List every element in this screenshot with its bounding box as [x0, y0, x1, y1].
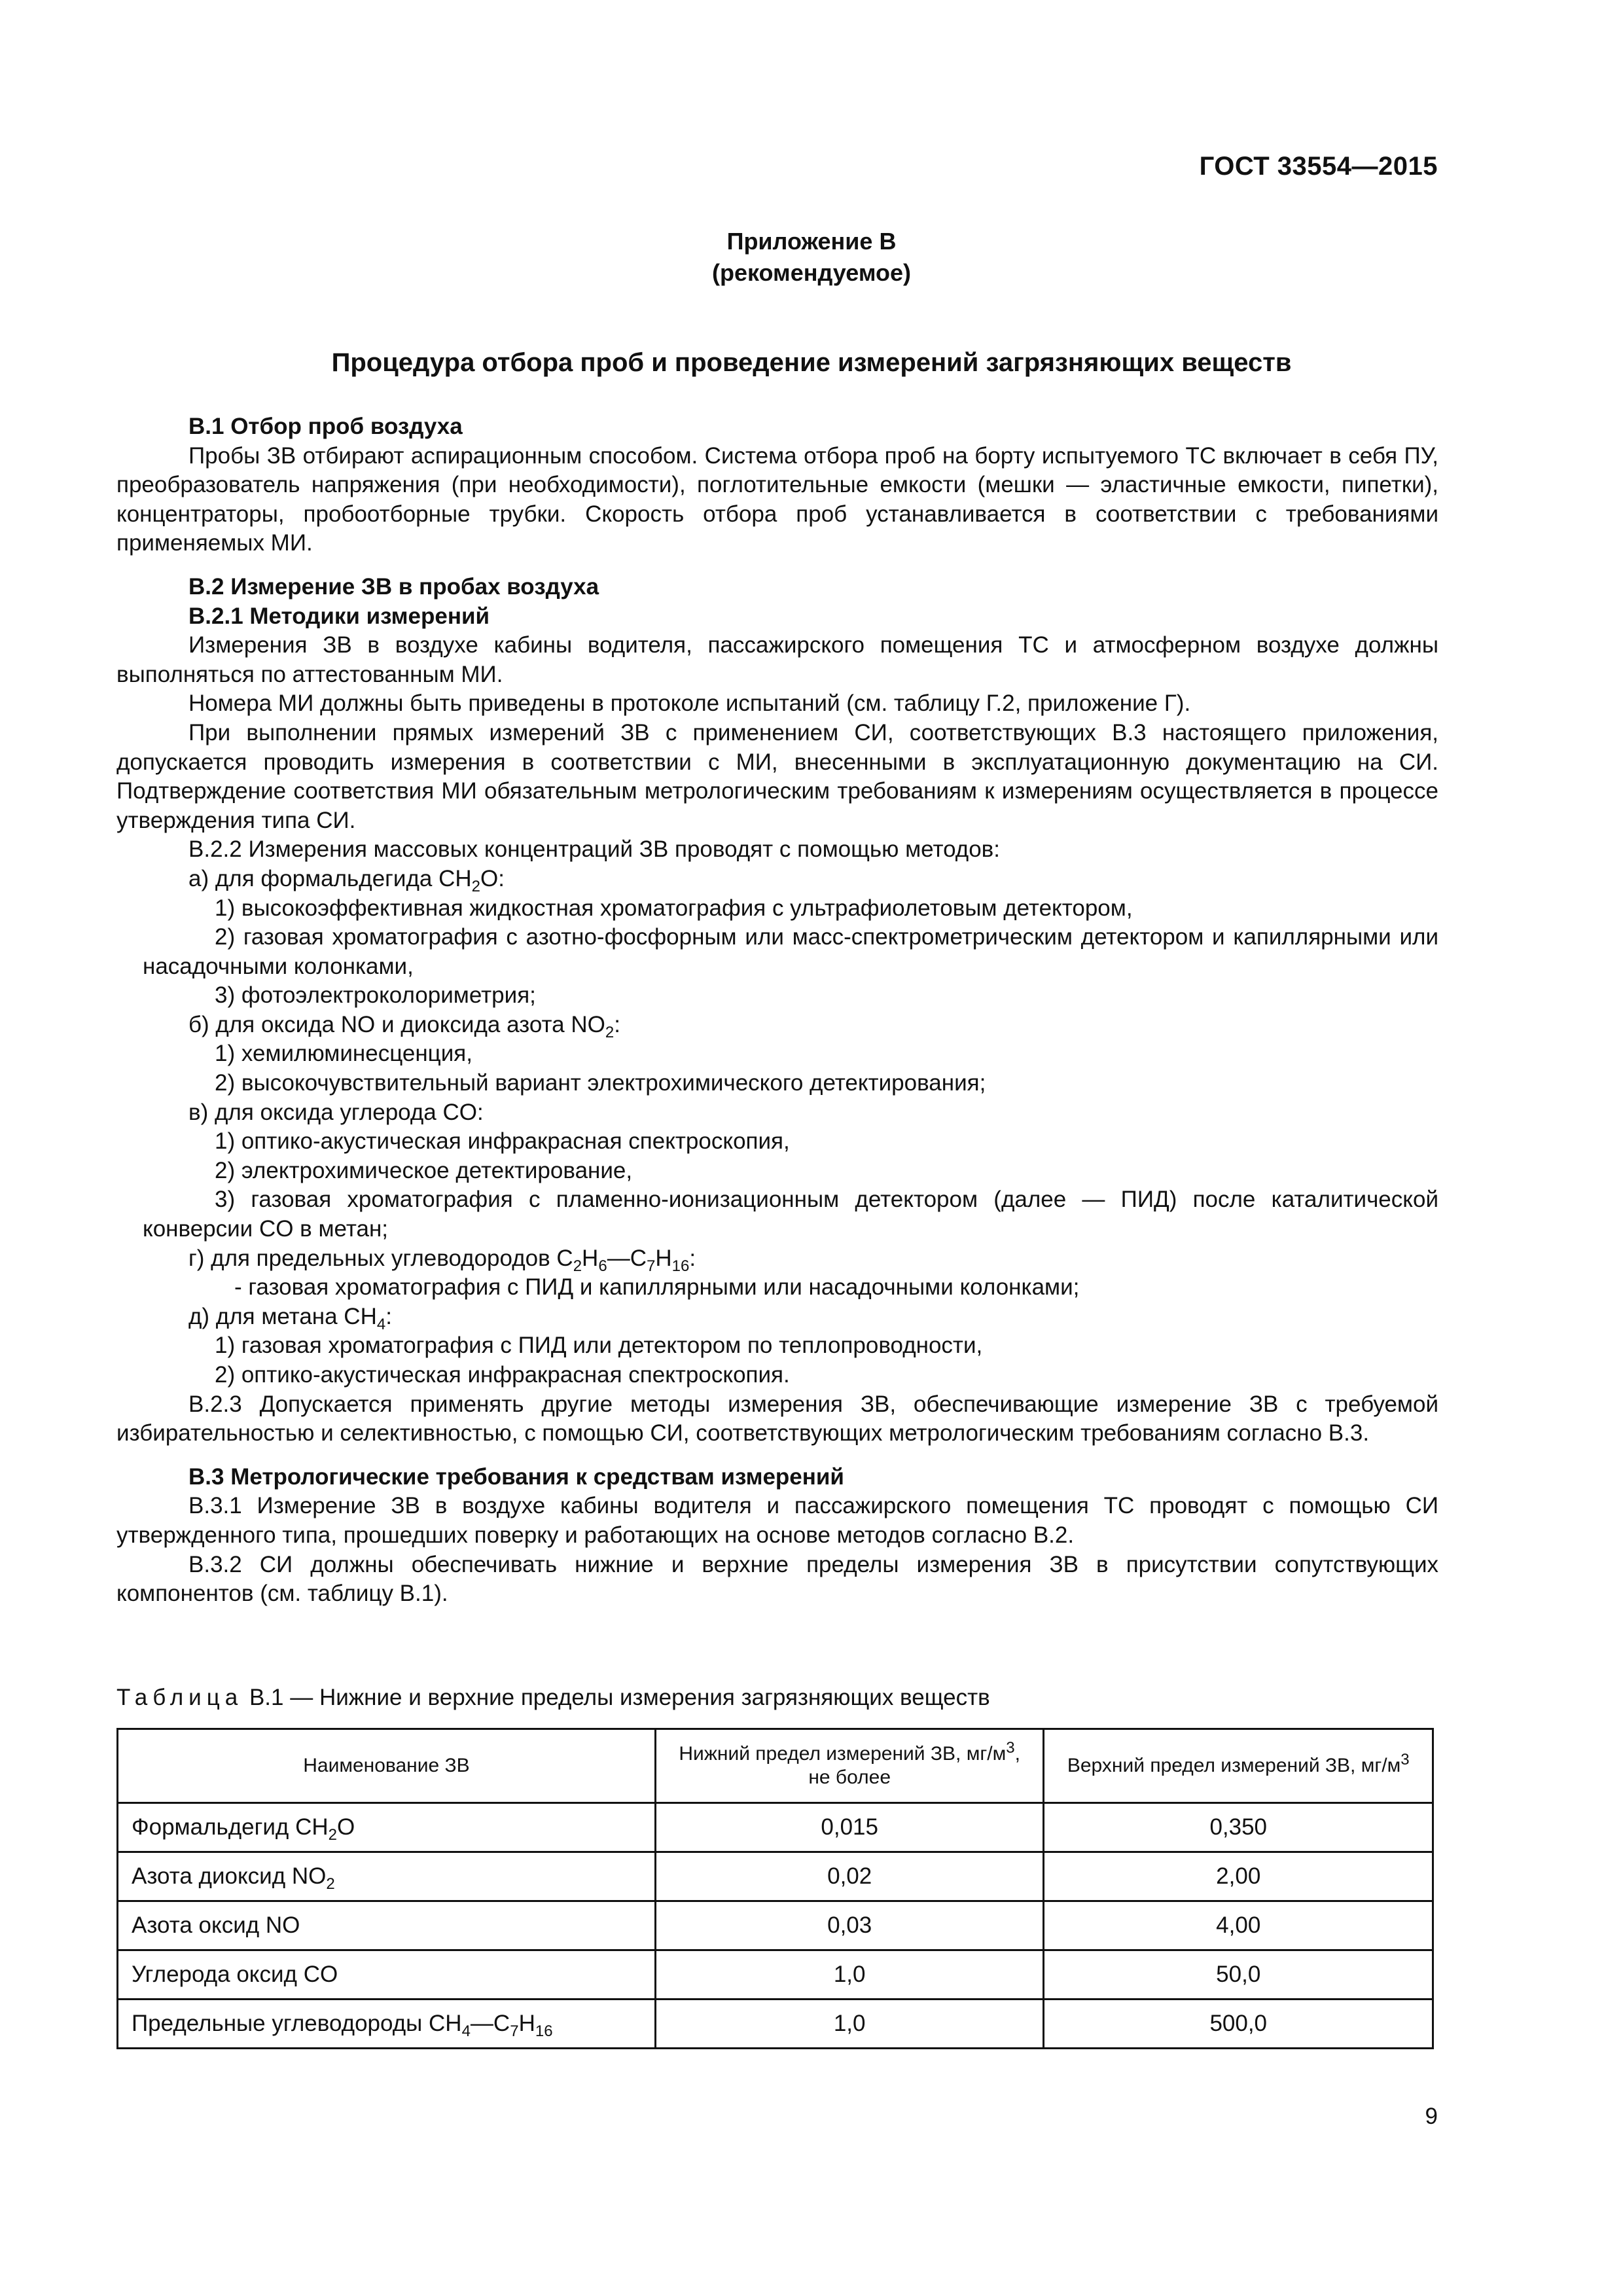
cell-name: Предельные углеводороды $CH_4—C_7H_{16}$ [118, 2000, 656, 2049]
cell-lower: 1,0 [655, 1950, 1044, 2000]
list-item: 2) газовая хроматография с азотно-фосфорным или масс-спектрометрическим детектором и капиллярными или насадочными колонками, [143, 924, 1438, 979]
section-heading: В.2 Измерение ЗВ в пробах воздуха [188, 573, 599, 600]
appendix-status: (рекомендуемое) [712, 259, 911, 286]
subsection-heading: В.2.1 Методики измерений [188, 603, 490, 629]
list-item: 2) оптико-акустическая инфракрасная спектроскопия. [215, 1362, 790, 1388]
table-header-row [118, 1729, 1433, 1803]
document-code: ГОСТ 33554—2015 [1199, 152, 1438, 181]
list-item: 1) высокоэффективная жидкостная хроматография с ультрафиолетовым детектором, [215, 895, 1133, 921]
paragraph: Пробы ЗВ отбирают аспирационным способом. Система отбора проб на борту испытуемого ТС включает в себя ПУ, преобразователь напряжения (при необходимости), поглотительные емкости (мешки — эластичные емкости, пипетки), концентраторы, пробоотборные трубки. Скорость отбора проб устанавливается в соответствии с требованиями применяемых МИ. [116, 442, 1438, 556]
list-item: б) для оксида NO и диоксида азота $NO_2$: [188, 1011, 620, 1041]
header-upper: Верхний предел измерений ЗВ, $мг/м^3$ [1044, 1729, 1433, 1803]
list-item: 2) электрохимическое детектирование, [215, 1157, 633, 1183]
header-name: Наименование ЗВ [118, 1729, 656, 1803]
cell-lower: 1,0 [655, 2000, 1044, 2049]
cell-upper: 2,00 [1044, 1852, 1433, 1901]
cell-upper: 50,0 [1044, 1950, 1433, 2000]
cell-name: Азота оксид NO [118, 1901, 656, 1950]
section-heading: В.3 Метрологические требования к средствам измерений [188, 1463, 844, 1490]
list-item: 1) хемилюминесценция, [215, 1041, 473, 1067]
table-row [118, 1803, 1433, 1852]
list-item: а) для формальдегида $CH_2O$: [188, 865, 505, 895]
paragraph: В.2.3 Допускается применять другие методы измерения ЗВ, обеспечивающие измерение ЗВ с требуемой избирательностью и селективностью, с помощью СИ, соответствующих метрологическим требованиям согласно В.3. [116, 1391, 1438, 1446]
cell-upper: 500,0 [1044, 2000, 1433, 2049]
cell-name: Формальдегид $CH_2O$ [118, 1803, 656, 1852]
list-item: 1) газовая хроматография с ПИД или детектором по теплопроводности, [215, 1333, 983, 1359]
limits-table [116, 1728, 1434, 2049]
body-text [116, 412, 1438, 1609]
appendix-title: Приложение В [726, 228, 897, 255]
table-row [118, 1901, 1433, 1950]
paragraph: Измерения ЗВ в воздухе кабины водителя, пассажирского помещения ТС и атмосферном воздухе должны выполняться по аттестованным МИ. [116, 632, 1438, 687]
paragraph: В.3.2 СИ должны обеспечивать нижние и верхние пределы измерения ЗВ в присутствии сопутствующих компонентов (см. таблицу В.1). [116, 1551, 1438, 1607]
paragraph: В.2.2 Измерения массовых концентраций ЗВ проводят с помощью методов: [188, 836, 1001, 863]
table-row [118, 1950, 1433, 2000]
cell-name: Азота диоксид $NO_2$ [118, 1852, 656, 1901]
cell-upper: 4,00 [1044, 1901, 1433, 1950]
list-item: 1) оптико-акустическая инфракрасная спектроскопия, [215, 1128, 790, 1155]
cell-name: Углерода оксид CO [118, 1950, 656, 2000]
cell-lower: 0,015 [655, 1803, 1044, 1852]
list-item: д) для метана $CH_4$: [188, 1303, 392, 1333]
list-item: 3) газовая хроматография с пламенно-ионизационным детектором (далее — ПИД) после каталитической конверсии CO в метан; [143, 1187, 1438, 1242]
section-heading: В.1 Отбор проб воздуха [188, 414, 463, 439]
list-item: 2) высокочувствительный вариант электрохимического детектирования; [215, 1070, 986, 1096]
cell-lower: 0,03 [655, 1901, 1044, 1950]
paragraph: Номера МИ должны быть приведены в протоколе испытаний (см. таблицу Г.2, приложение Г). [188, 691, 1191, 717]
list-item: - газовая хроматография с ПИД и капиллярными или насадочными колонками; [234, 1274, 1080, 1300]
main-title: Процедура отбора проб и проведение измерений загрязняющих веществ [331, 348, 1292, 377]
appendix-heading [0, 226, 1623, 289]
list-item: г) для предельных углеводородов $C_2H_6—C_7H_{16}$: [188, 1245, 696, 1275]
table-row [118, 1852, 1433, 1901]
paragraph: В.3.1 Измерение ЗВ в воздухе кабины водителя и пассажирского помещения ТС проводят с помощью СИ утвержденного типа, прошедших поверку и работающих на основе методов согласно В.2. [116, 1493, 1438, 1548]
cell-upper: 0,350 [1044, 1803, 1433, 1852]
cell-lower: 0,02 [655, 1852, 1044, 1901]
list-item: в) для оксида углерода CO: [188, 1099, 484, 1125]
table-caption: Таблица В.1 — Нижние и верхние пределы измерения загрязняющих веществ [116, 1685, 990, 1710]
page-number: 9 [1425, 2104, 1438, 2129]
paragraph: При выполнении прямых измерений ЗВ с применением СИ, соответствующих В.3 настоящего приложения, допускается проводить измерения в соответствии с МИ, внесенными в эксплуатационную документацию на СИ. Подтверждение соответствия МИ обязательным метрологическим требованиям к измерениям осуществляется в процессе утверждения типа СИ. [116, 719, 1438, 833]
header-lower: Нижний предел измерений ЗВ, $мг/м^3$, не более [655, 1729, 1044, 1803]
list-item: 3) фотоэлектроколориметрия; [215, 982, 536, 1009]
table-row [118, 2000, 1433, 2049]
